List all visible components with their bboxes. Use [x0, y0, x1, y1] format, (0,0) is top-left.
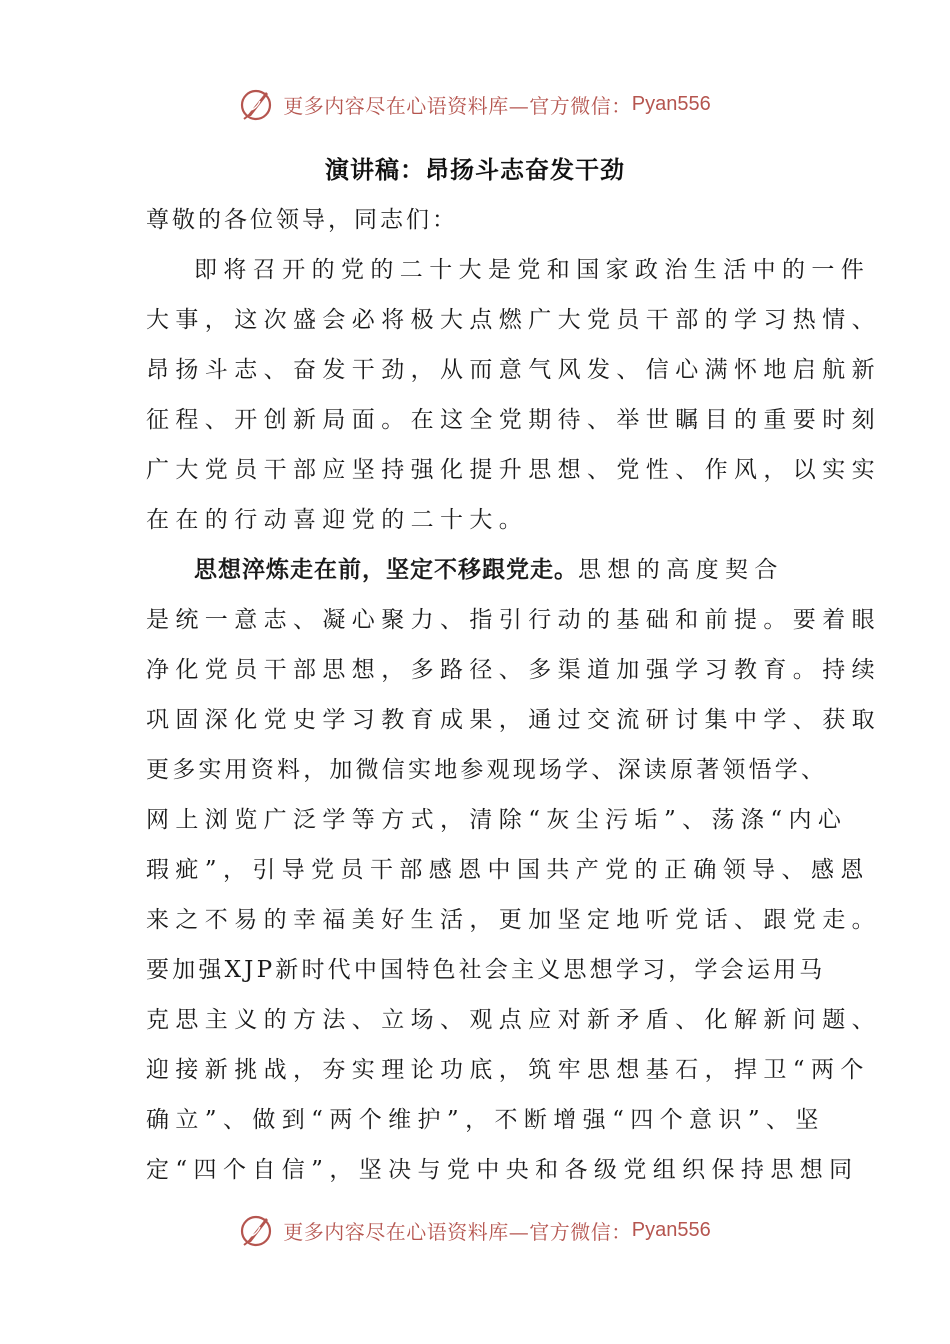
quill-logo-icon: [239, 1212, 275, 1248]
body-line: 确立”、做到“两个维护”，不断增强“四个意识”、坚: [146, 1107, 825, 1133]
body-line: 来之不易的幸福美好生活，更加坚定地听党话、跟党走。: [146, 907, 881, 933]
body-line: 广大党员干部应坚持强化提升思想、党性、作风，以实实: [146, 457, 881, 483]
body-line: 是统一意志、凝心聚力、指引行动的基础和前提。要着眼: [146, 607, 881, 633]
body-line: 昂扬斗志、奋发干劲，从而意气风发、信心满怀地启航新: [146, 357, 881, 383]
body-line: 网上浏览广泛学等方式，清除“灰尘污垢”、荡涤“内心: [146, 807, 848, 833]
body-line: 即将召开的党的二十大是党和国家政治生活中的一件: [194, 257, 871, 283]
body-line: 要加强XJP新时代中国特色社会主义思想学习，学会运用马: [146, 957, 826, 983]
body-line: 大事，这次盛会必将极大点燃广大党员干部的学习热情、: [146, 307, 881, 333]
body-line: 巩固深化党史学习教育成果，通过交流研讨集中学、获取: [146, 707, 881, 733]
body-text: [146, 250, 881, 1200]
footer-watermark-banner: [0, 1208, 950, 1252]
body-line: 迎接新挑战，夯实理论功底，筑牢思想基石，捍卫“两个: [146, 1057, 870, 1083]
body-line: [146, 550, 826, 600]
banner-wechat-id: Pyan556: [631, 92, 711, 115]
body-line: 克思主义的方法、立场、观点应对新矛盾、化解新问题、: [146, 1007, 881, 1033]
body-line: 征程、开创新局面。在这全党期待、举世瞩目的重要时刻: [146, 407, 881, 433]
body-line-rest: 思想的高度契合: [578, 557, 784, 583]
quill-logo-icon: [239, 86, 275, 122]
body-line: 更多实用资料，加微信实地参观现场学、深读原著领悟学、: [146, 757, 828, 783]
banner-wechat-id: Pyan556: [631, 1218, 711, 1241]
body-line: 净化党员干部思想，多路径、多渠道加强学习教育。持续: [146, 657, 881, 683]
body-line: 在在的行动喜迎党的二十大。: [146, 507, 529, 533]
body-line: 瑕疵”，引导党员干部感恩中国共产党的正确领导、感恩: [146, 857, 870, 883]
salutation: 尊敬的各位领导，同志们：: [146, 207, 458, 233]
header-watermark-banner: [0, 82, 950, 126]
document-title: 演讲稿：昂扬斗志奋发干劲: [325, 156, 625, 184]
body-line: 定“四个自信”，坚决与党中央和各级党组织保持思想同: [146, 1157, 859, 1183]
banner-text: 更多内容尽在心语资料库—官方微信：: [283, 93, 632, 118]
banner-text: 更多内容尽在心语资料库—官方微信：: [283, 1219, 632, 1244]
section-heading: 思想淬炼走在前，坚定不移跟党走。: [194, 557, 578, 583]
